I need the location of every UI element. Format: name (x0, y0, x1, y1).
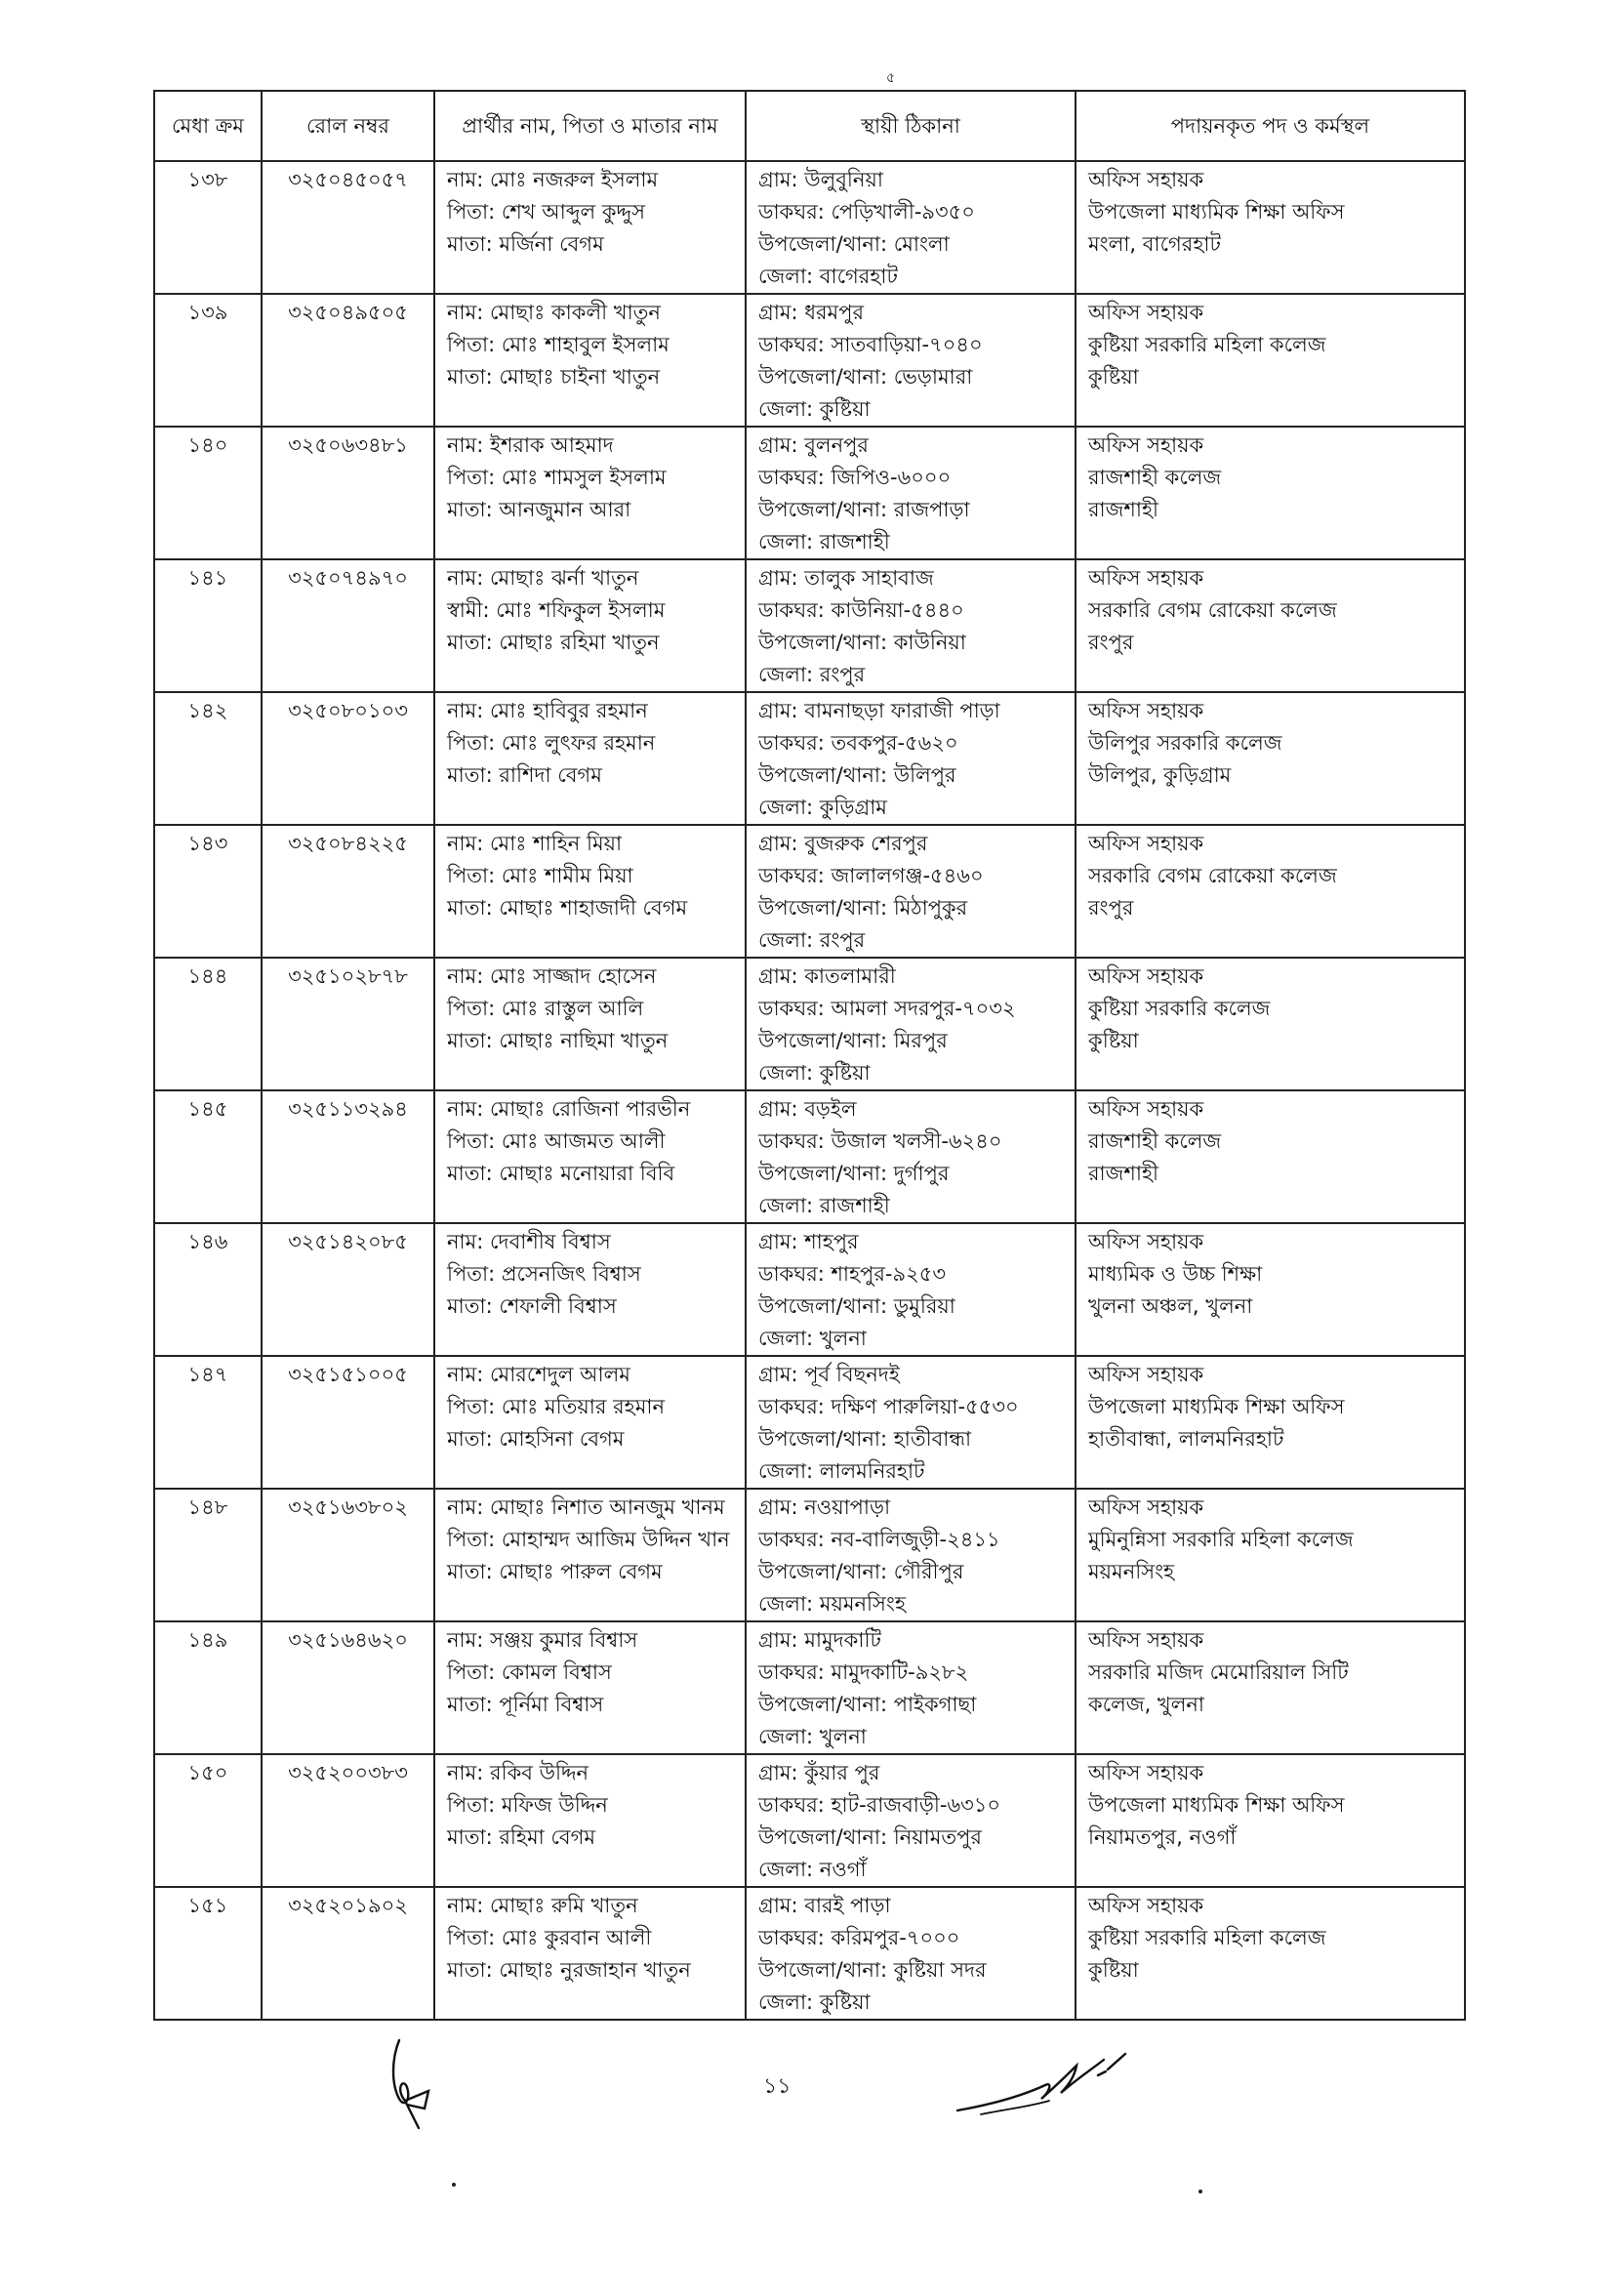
assigned-post (1076, 559, 1465, 692)
candidate-names-line: মাতা: মোছাঃ চাইনা খাতুন (447, 365, 661, 389)
candidate-names (434, 1356, 746, 1489)
permanent-address-line: ডাকঘর: জিপিও-৬০০০ (758, 466, 952, 489)
assigned-post-line: অফিস সহায়ক (1088, 1761, 1204, 1784)
assigned-post-line: খুলনা অঞ্চল, খুলনা (1088, 1294, 1253, 1318)
permanent-address-line: উপজেলা/থানা: মোংলা (758, 232, 950, 256)
candidate-names (434, 1223, 746, 1356)
candidate-names-line: নাম: মোঃ শাহিন মিয়া (447, 832, 623, 855)
candidate-names-line: নাম: মোছাঃ কাকলী খাতুন (447, 301, 661, 324)
table-row (154, 1754, 1465, 1887)
permanent-address-line: গ্রাম: ধরমপুর (758, 301, 865, 324)
permanent-address-line: জেলা: কুষ্টিয়া (758, 1061, 871, 1085)
permanent-address-line: জেলা: কুড়িগ্রাম (758, 796, 887, 819)
table-row (154, 427, 1465, 559)
candidate-names-line: মাতা: মোছাঃ পারুল বেগম (447, 1560, 663, 1583)
assigned-post-line: উপজেলা মাধ্যমিক শিক্ষা অফিস (1088, 1395, 1345, 1418)
assigned-post-line: ময়মনসিংহ (1088, 1560, 1175, 1583)
permanent-address-line: গ্রাম: পূর্ব বিছনদই (758, 1363, 900, 1386)
candidate-names-line: নাম: সঞ্জয় কুমার বিশ্বাস (447, 1628, 638, 1652)
candidate-names-line: নাম: ইশরাক আহমাদ (447, 433, 614, 457)
merit-serial: ১৪১ (154, 559, 262, 692)
table-header-row (154, 91, 1465, 161)
permanent-address (746, 825, 1076, 958)
permanent-address-line: ডাকঘর: করিমপুর-৭০০০ (758, 1926, 960, 1949)
roll-number: ৩২৫০৭৪৯৭০ (262, 559, 434, 692)
candidate-names-line: নাম: মোরশেদুল আলম (447, 1363, 630, 1386)
merit-list-table (153, 90, 1466, 2021)
candidate-names (434, 1090, 746, 1223)
permanent-address (746, 161, 1076, 294)
permanent-address (746, 427, 1076, 559)
candidate-names-line: পিতা: মোঃ আজমত আলী (447, 1129, 666, 1153)
assigned-post-line: মুমিনুন্নিসা সরকারি মহিলা কলেজ (1088, 1528, 1354, 1551)
permanent-address-line: উপজেলা/থানা: উলিপুর (758, 763, 956, 787)
roll-number: ৩২৫১১৩২৯৪ (262, 1090, 434, 1223)
speck (1198, 2190, 1202, 2193)
candidate-names-line: পিতা: মোঃ লুৎফর রহমান (447, 731, 656, 755)
merit-serial: ১৪০ (154, 427, 262, 559)
candidate-names-line: পিতা: মোঃ শামসুল ইসলাম (447, 466, 667, 489)
assigned-post-line: মংলা, বাগেরহাট (1088, 232, 1221, 256)
roll-number: ৩২৫১৪২০৮৫ (262, 1223, 434, 1356)
merit-serial: ১৪৬ (154, 1223, 262, 1356)
candidate-names-line: নাম: মোছাঃ ঝর্না খাতুন (447, 566, 639, 590)
permanent-address-line: গ্রাম: তালুক সাহাবাজ (758, 566, 934, 590)
candidate-names-line: নাম: দেবাশীষ বিশ্বাস (447, 1230, 611, 1253)
assigned-post-line: উপজেলা মাধ্যমিক শিক্ষা অফিস (1088, 200, 1345, 224)
candidate-names-line: পিতা: মোঃ রাস্তুল আলি (447, 997, 644, 1020)
roll-number: ৩২৫০৮৪২২৫ (262, 825, 434, 958)
permanent-address-line: জেলা: ময়মনসিংহ (758, 1592, 906, 1616)
permanent-address-line: উপজেলা/থানা: গৌরীপুর (758, 1560, 964, 1583)
permanent-address (746, 1489, 1076, 1621)
permanent-address-line: ডাকঘর: শাহপুর-৯২৫৩ (758, 1262, 947, 1286)
assigned-post-line: অফিস সহায়ক (1088, 1628, 1204, 1652)
permanent-address-line: জেলা: রাজশাহী (758, 530, 890, 553)
permanent-address-line: ডাকঘর: জালালগঞ্জ-৫৪৬০ (758, 864, 984, 887)
permanent-address-line: ডাকঘর: দক্ষিণ পারুলিয়া-৫৫৩০ (758, 1395, 1019, 1418)
assigned-post-line: উলিপুর, কুড়িগ্রাম (1088, 763, 1232, 787)
candidate-names (434, 958, 746, 1090)
table-row (154, 1489, 1465, 1621)
permanent-address-line: উপজেলা/থানা: কাউনিয়া (758, 631, 966, 654)
assigned-post-line: রংপুর (1088, 631, 1134, 654)
merit-serial: ১৪৫ (154, 1090, 262, 1223)
candidate-names-line: মাতা: মোছাঃ নাছিমা খাতুন (447, 1029, 669, 1052)
roll-number: ৩২৫২০১৯০২ (262, 1887, 434, 2020)
permanent-address-line: ডাকঘর: তবকপুর-৫৬২০ (758, 731, 958, 755)
permanent-address (746, 1621, 1076, 1754)
permanent-address-line: জেলা: খুলনা (758, 1327, 867, 1350)
assigned-post-line: সরকারি বেগম রোকেয়া কলেজ (1088, 864, 1337, 887)
permanent-address-line: জেলা: নওগাঁ (758, 1858, 867, 1881)
assigned-post (1076, 1356, 1465, 1489)
permanent-address-line: গ্রাম: বুলনপুর (758, 433, 869, 457)
permanent-address-line: উপজেলা/থানা: হাতীবান্ধা (758, 1427, 972, 1451)
candidate-names-line: পিতা: কোমল বিশ্বাস (447, 1660, 612, 1684)
header-serial: মেধা ক্রম (154, 91, 262, 161)
candidate-names-line: পিতা: মফিজ উদ্দিন (447, 1793, 608, 1817)
table-row (154, 1621, 1465, 1754)
permanent-address-line: উপজেলা/থানা: নিয়ামতপুর (758, 1825, 982, 1849)
candidate-names-line: মাতা: পূর্নিমা বিশ্বাস (447, 1693, 604, 1716)
candidate-names (434, 825, 746, 958)
candidate-names (434, 1621, 746, 1754)
table-row (154, 1356, 1465, 1489)
assigned-post-line: অফিস সহায়ক (1088, 699, 1204, 722)
candidate-names (434, 427, 746, 559)
permanent-address (746, 958, 1076, 1090)
table-row (154, 1223, 1465, 1356)
permanent-address-line: জেলা: রংপুর (758, 928, 866, 952)
candidate-names (434, 1754, 746, 1887)
candidate-names-line: পিতা: মোঃ কুরবান আলী (447, 1926, 652, 1949)
roll-number: ৩২৫০৪৯৫০৫ (262, 294, 434, 427)
permanent-address-line: উপজেলা/থানা: দুর্গাপুর (758, 1162, 950, 1185)
assigned-post-line: অফিস সহায়ক (1088, 832, 1204, 855)
assigned-post-line: কুষ্টিয়া (1088, 1029, 1139, 1052)
candidate-names-line: মাতা: রাশিদা বেগম (447, 763, 602, 787)
roll-number: ৩২৫১৬৪৬২০ (262, 1621, 434, 1754)
permanent-address-line: ডাকঘর: হাট-রাজবাড়ী-৬৩১০ (758, 1793, 1001, 1817)
table-row (154, 958, 1465, 1090)
assigned-post (1076, 1090, 1465, 1223)
assigned-post-line: উপজেলা মাধ্যমিক শিক্ষা অফিস (1088, 1793, 1345, 1817)
permanent-address (746, 1223, 1076, 1356)
assigned-post (1076, 294, 1465, 427)
assigned-post (1076, 825, 1465, 958)
permanent-address-line: গ্রাম: মামুদকাটি (758, 1628, 881, 1652)
assigned-post-line: অফিস সহায়ক (1088, 1230, 1204, 1253)
permanent-address-line: গ্রাম: উলুবুনিয়া (758, 168, 883, 191)
assigned-post-line: অফিস সহায়ক (1088, 1495, 1204, 1519)
assigned-post-line: অফিস সহায়ক (1088, 1097, 1204, 1121)
roll-number: ৩২৫০৪৫০৫৭ (262, 161, 434, 294)
permanent-address-line: ডাকঘর: নব-বালিজুড়ী-২৪১১ (758, 1528, 1000, 1551)
candidate-names-line: মাতা: রহিমা বেগম (447, 1825, 595, 1849)
permanent-address-line: ডাকঘর: সাতবাড়িয়া-৭০৪০ (758, 333, 983, 356)
permanent-address-line: জেলা: লালমনিরহাট (758, 1459, 925, 1483)
page-number: ১১ (763, 2074, 792, 2099)
permanent-address-line: গ্রাম: কুঁয়ার পুর (758, 1761, 880, 1784)
merit-serial: ১৪৩ (154, 825, 262, 958)
merit-serial: ১৪৭ (154, 1356, 262, 1489)
permanent-address (746, 294, 1076, 427)
merit-serial: ১৫১ (154, 1887, 262, 2020)
permanent-address-line: জেলা: খুলনা (758, 1725, 867, 1748)
candidate-names (434, 692, 746, 825)
permanent-address (746, 559, 1076, 692)
assigned-post (1076, 1887, 1465, 2020)
permanent-address (746, 1090, 1076, 1223)
assigned-post-line: রাজশাহী (1088, 498, 1158, 521)
merit-serial: ১৪৯ (154, 1621, 262, 1754)
permanent-address (746, 692, 1076, 825)
candidate-names-line: পিতা: মোঃ শাহাবুল ইসলাম (447, 333, 670, 356)
permanent-address-line: গ্রাম: বড়ইল (758, 1097, 857, 1121)
merit-serial: ১৪৪ (154, 958, 262, 1090)
assigned-post-line: উলিপুর সরকারি কলেজ (1088, 731, 1282, 755)
permanent-address-line: উপজেলা/থানা: পাইকগাছা (758, 1693, 977, 1716)
assigned-post-line: অফিস সহায়ক (1088, 1894, 1204, 1917)
assigned-post (1076, 1223, 1465, 1356)
table-row (154, 294, 1465, 427)
assigned-post-line: কুষ্টিয়া সরকারি মহিলা কলেজ (1088, 333, 1326, 356)
candidate-names-line: নাম: মোছাঃ রোজিনা পারভীন (447, 1097, 691, 1121)
handwritten-initial-signature (386, 2030, 454, 2148)
assigned-post-line: সরকারি বেগম রোকেয়া কলেজ (1088, 598, 1337, 622)
merit-serial: ১৩৮ (154, 161, 262, 294)
assigned-post-line: অফিস সহায়ক (1088, 566, 1204, 590)
candidate-names-line: পিতা: শেখ আব্দুল কুদ্দুস (447, 200, 645, 224)
assigned-post (1076, 427, 1465, 559)
handwritten-signature (952, 2040, 1137, 2128)
permanent-address-line: জেলা: রাজশাহী (758, 1194, 890, 1217)
assigned-post-line: কুষ্টিয়া (1088, 1958, 1139, 1982)
table-row (154, 1090, 1465, 1223)
candidate-names (434, 161, 746, 294)
permanent-address-line: গ্রাম: বামনাছড়া ফারাজী পাড়া (758, 699, 1000, 722)
speck (452, 2183, 456, 2187)
assigned-post-line: রাজশাহী কলেজ (1088, 1129, 1222, 1153)
merit-serial: ১৫০ (154, 1754, 262, 1887)
candidate-names-line: পিতা: মোঃ শামীম মিয়া (447, 864, 633, 887)
candidate-names-line: মাতা: মর্জিনা বেগম (447, 232, 604, 256)
roll-number: ৩২৫০৬৩৪৮১ (262, 427, 434, 559)
permanent-address-line: ডাকঘর: পেড়িখালী-৯৩৫০ (758, 200, 975, 224)
permanent-address-line: উপজেলা/থানা: ভেড়ামারা (758, 365, 973, 389)
assigned-post-line: রংপুর (1088, 896, 1134, 920)
table-row (154, 825, 1465, 958)
permanent-address-line: জেলা: রংপুর (758, 663, 866, 686)
permanent-address-line: ডাকঘর: আমলা সদরপুর-৭০৩২ (758, 997, 1016, 1020)
table-row (154, 1887, 1465, 2020)
candidate-names-line: পিতা: মোহাম্মদ আজিম উদ্দিন খান (447, 1528, 730, 1551)
candidate-names-line: মাতা: মোছাঃ রহিমা খাতুন (447, 631, 660, 654)
header-name: প্রার্থীর নাম, পিতা ও মাতার নাম (434, 91, 746, 161)
roll-number: ৩২৫১৫১০০৫ (262, 1356, 434, 1489)
permanent-address (746, 1356, 1076, 1489)
permanent-address-line: জেলা: কুষ্টিয়া (758, 397, 871, 421)
assigned-post-line: অফিস সহায়ক (1088, 1363, 1204, 1386)
merit-serial: ১৩৯ (154, 294, 262, 427)
header-post: পদায়নকৃত পদ ও কর্মস্থল (1076, 91, 1465, 161)
candidate-names-line: নাম: মোছাঃ রুমি খাতুন (447, 1894, 638, 1917)
assigned-post-line: কুষ্টিয়া সরকারি কলেজ (1088, 997, 1271, 1020)
table-row (154, 559, 1465, 692)
roll-number: ৩২৫১৬৩৮০২ (262, 1489, 434, 1621)
candidate-names-line: মাতা: আনজুমান আরা (447, 498, 631, 521)
roll-number: ৩২৫১০২৮৭৮ (262, 958, 434, 1090)
candidate-names (434, 1489, 746, 1621)
assigned-post-line: অফিস সহায়ক (1088, 433, 1204, 457)
candidate-names-line: মাতা: মোছাঃ নুরজাহান খাতুন (447, 1958, 691, 1982)
candidate-names-line: মাতা: মোহসিনা বেগম (447, 1427, 625, 1451)
header-roll: রোল নম্বর (262, 91, 434, 161)
assigned-post-line: মাধ্যমিক ও উচ্চ শিক্ষা (1088, 1262, 1263, 1286)
assigned-post-line: হাতীবান্ধা, লালমনিরহাট (1088, 1427, 1284, 1451)
permanent-address-line: উপজেলা/থানা: কুষ্টিয়া সদর (758, 1958, 987, 1982)
table-row (154, 161, 1465, 294)
merit-serial: ১৪৮ (154, 1489, 262, 1621)
candidate-names-line: নাম: রকিব উদ্দিন (447, 1761, 589, 1784)
candidate-names (434, 1887, 746, 2020)
assigned-post (1076, 1621, 1465, 1754)
candidate-names (434, 559, 746, 692)
roll-number: ৩২৫০৮০১০৩ (262, 692, 434, 825)
permanent-address-line: ডাকঘর: উজাল খলসী-৬২৪০ (758, 1129, 1002, 1153)
assigned-post-line: কুষ্টিয়া সরকারি মহিলা কলেজ (1088, 1926, 1326, 1949)
candidate-names-line: নাম: মোঃ সাজ্জাদ হোসেন (447, 964, 657, 988)
permanent-address-line: উপজেলা/থানা: রাজপাড়া (758, 498, 970, 521)
permanent-address-line: গ্রাম: কাতলামারী (758, 964, 896, 988)
permanent-address-line: জেলা: বাগেরহাট (758, 265, 898, 288)
assigned-post (1076, 161, 1465, 294)
candidate-names (434, 294, 746, 427)
assigned-post-line: রাজশাহী কলেজ (1088, 466, 1222, 489)
permanent-address-line: উপজেলা/থানা: মিঠাপুকুর (758, 896, 968, 920)
permanent-address (746, 1887, 1076, 2020)
assigned-post-line: রাজশাহী (1088, 1162, 1158, 1185)
candidate-names-line: স্বামী: মোঃ শফিকুল ইসলাম (447, 598, 666, 622)
candidate-names-line: মাতা: মোছাঃ মনোয়ারা বিবি (447, 1162, 675, 1185)
permanent-address (746, 1754, 1076, 1887)
permanent-address-line: গ্রাম: বুজরুক শেরপুর (758, 832, 928, 855)
candidate-names-line: নাম: মোঃ হাবিবুর রহমান (447, 699, 648, 722)
assigned-post (1076, 958, 1465, 1090)
candidate-names-line: নাম: মোছাঃ নিশাত আনজুম খানম (447, 1495, 725, 1519)
assigned-post-line: নিয়ামতপুর, নওগাঁ (1088, 1825, 1237, 1849)
assigned-post (1076, 1754, 1465, 1887)
assigned-post-line: অফিস সহায়ক (1088, 964, 1204, 988)
assigned-post-line: অফিস সহায়ক (1088, 168, 1204, 191)
permanent-address-line: জেলা: কুষ্টিয়া (758, 1990, 871, 2014)
merit-serial: ১৪২ (154, 692, 262, 825)
permanent-address-line: গ্রাম: শাহপুর (758, 1230, 859, 1253)
header-address: স্থায়ী ঠিকানা (746, 91, 1076, 161)
roll-number: ৩২৫২০০৩৮৩ (262, 1754, 434, 1887)
assigned-post-line: কুষ্টিয়া (1088, 365, 1139, 389)
table-row (154, 692, 1465, 825)
candidate-names-line: নাম: মোঃ নজরুল ইসলাম (447, 168, 659, 191)
assigned-post (1076, 692, 1465, 825)
top-mark: ৫ (886, 70, 896, 86)
candidate-names-line: পিতা: মোঃ মতিয়ার রহমান (447, 1395, 665, 1418)
assigned-post (1076, 1489, 1465, 1621)
permanent-address-line: ডাকঘর: কাউনিয়া-৫৪৪০ (758, 598, 964, 622)
candidate-names-line: পিতা: প্রসেনজিৎ বিশ্বাস (447, 1262, 641, 1286)
permanent-address-line: উপজেলা/থানা: ডুমুরিয়া (758, 1294, 955, 1318)
candidate-names-line: মাতা: শেফালী বিশ্বাস (447, 1294, 617, 1318)
permanent-address-line: ডাকঘর: মামুদকাটি-৯২৮২ (758, 1660, 969, 1684)
permanent-address-line: গ্রাম: নওয়াপাড়া (758, 1495, 891, 1519)
permanent-address-line: উপজেলা/থানা: মিরপুর (758, 1029, 948, 1052)
candidate-names-line: মাতা: মোছাঃ শাহাজাদী বেগম (447, 896, 688, 920)
permanent-address-line: গ্রাম: বারই পাড়া (758, 1894, 891, 1917)
assigned-post-line: সরকারি মজিদ মেমোরিয়াল সিটি (1088, 1660, 1349, 1684)
assigned-post-line: অফিস সহায়ক (1088, 301, 1204, 324)
assigned-post-line: কলেজ, খুলনা (1088, 1693, 1204, 1716)
